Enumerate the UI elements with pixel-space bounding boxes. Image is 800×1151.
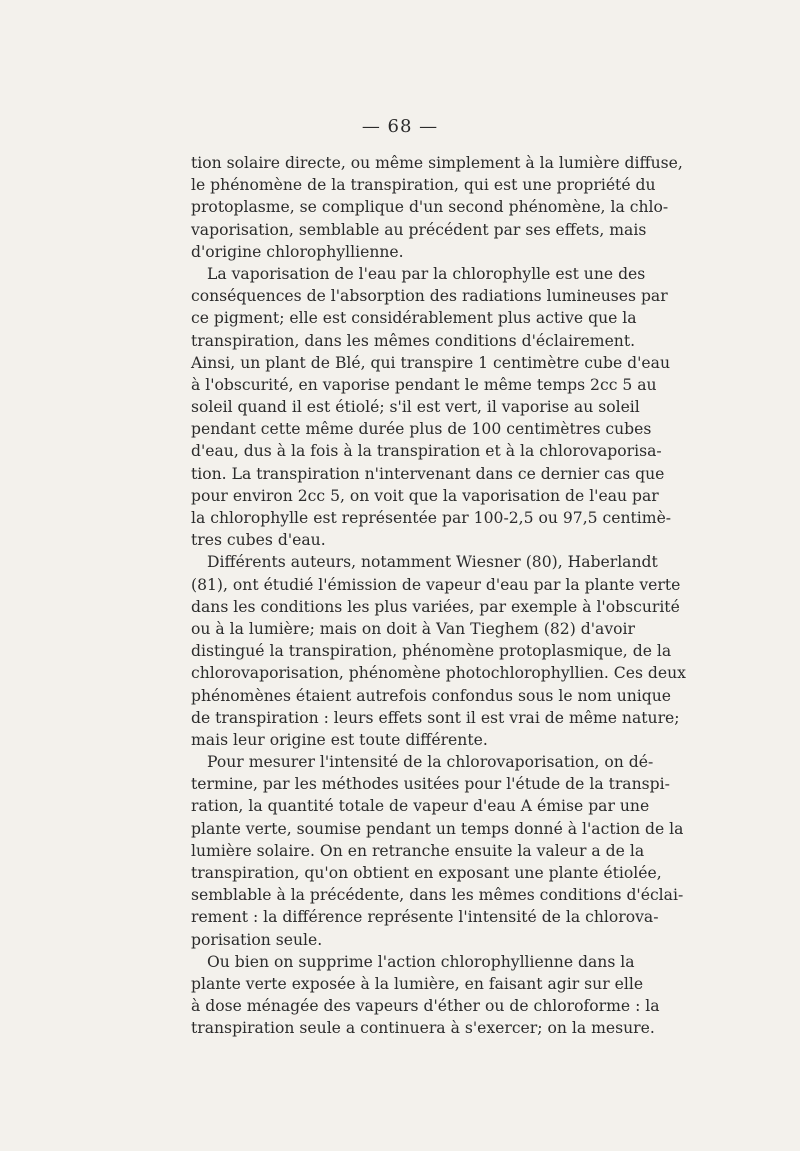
text-line: ce pigment; elle est considérablement plus active que la bbox=[191, 309, 637, 328]
text-line: transpiration seule a continuera à s'exercer; on la mesure. bbox=[191, 1019, 655, 1038]
text-line: (81), ont étudié l'émission de vapeur d'eau par la plante verte bbox=[191, 575, 681, 594]
text-line: plante verte, soumise pendant un temps donné à l'action de la bbox=[191, 819, 684, 838]
text-line: conséquences de l'absorption des radiations lumineuses par bbox=[191, 287, 668, 306]
paragraph bbox=[191, 551, 686, 751]
text-line: pendant cette même durée plus de 100 centimètres cubes bbox=[191, 420, 652, 439]
text-line: la chlorophylle est représentée par 100-2,5 ou 97,5 centimè- bbox=[191, 509, 672, 527]
text-line: La vaporisation de l'eau par la chlorophylle est une des bbox=[207, 264, 646, 283]
text-line: le phénomène de la transpiration, qui est une propriété du bbox=[191, 176, 656, 195]
text-line: à dose ménagée des vapeurs d'éther ou de chloroforme : la bbox=[191, 997, 660, 1016]
body-text bbox=[191, 152, 686, 1040]
text-line: transpiration, qu'on obtient en exposant une plante étiolée, bbox=[191, 864, 662, 882]
text-line: termine, par les méthodes usitées pour l'étude de la transpi- bbox=[191, 775, 670, 794]
paragraph bbox=[191, 951, 660, 1040]
text-line: vaporisation, semblable au précédent par ses effets, mais bbox=[191, 220, 647, 239]
paragraph bbox=[191, 152, 683, 263]
text-line: de transpiration : leurs effets sont il est vrai de même nature; bbox=[191, 708, 680, 727]
text-line: lumière solaire. On en retranche ensuite la valeur a de la bbox=[191, 841, 645, 860]
text-line: plante verte exposée à la lumière, en faisant agir sur elle bbox=[191, 974, 644, 993]
text-line: pour environ 2cc 5, on voit que la vaporisation de l'eau par bbox=[191, 486, 659, 505]
text-line: dans les conditions les plus variées, par exemple à l'obscurité bbox=[191, 597, 680, 616]
text-line: tion solaire directe, ou même simplement à la lumière diffuse, bbox=[191, 154, 683, 172]
text-line: d'origine chlorophyllienne. bbox=[191, 242, 404, 261]
text-line: Ainsi, un plant de Blé, qui transpire 1 centimètre cube d'eau bbox=[191, 353, 671, 372]
text-line: soleil quand il est étiolé; s'il est vert, il vaporise au soleil bbox=[191, 398, 640, 417]
paragraph bbox=[191, 751, 684, 951]
text-line: tres cubes d'eau. bbox=[191, 531, 326, 550]
text-line: mais leur origine est toute différente. bbox=[191, 730, 488, 749]
text-line: tion. La transpiration n'intervenant dans ce dernier cas que bbox=[191, 464, 665, 483]
text-line: semblable à la précédente, dans les mêmes conditions d'éclai- bbox=[191, 886, 684, 905]
text-line: d'eau, dus à la fois à la transpiration et à la chlorovaporisa- bbox=[191, 442, 662, 461]
text-line: ration, la quantité totale de vapeur d'eau A émise par une bbox=[191, 797, 650, 816]
text-line: phénomènes étaient autrefois confondus sous le nom unique bbox=[191, 686, 672, 705]
text-line: Ou bien on supprime l'action chlorophyllienne dans la bbox=[207, 952, 635, 971]
text-line: chlorovaporisation, phénomène photochlorophyllien. Ces deux bbox=[191, 664, 686, 683]
text-line: à l'obscurité, en vaporise pendant le même temps 2cc 5 au bbox=[191, 375, 657, 394]
text-line: ou à la lumière; mais on doit à Van Tieghem (82) d'avoir bbox=[191, 619, 635, 638]
paragraph bbox=[191, 263, 672, 551]
text-line: Pour mesurer l'intensité de la chlorovaporisation, on dé- bbox=[207, 753, 654, 772]
text-line: porisation seule. bbox=[191, 930, 323, 949]
text-line: transpiration, dans les mêmes conditions d'éclairement. bbox=[191, 331, 636, 350]
page-number: — 68 — bbox=[361, 116, 439, 137]
text-line: protoplasme, se complique d'un second phénomène, la chlo- bbox=[191, 198, 669, 217]
text-line: Différents auteurs, notamment Wiesner (80), Haberlandt bbox=[207, 553, 658, 572]
text-line: rement : la différence représente l'intensité de la chlorova- bbox=[191, 908, 659, 927]
text-line: distingué la transpiration, phénomène protoplasmique, de la bbox=[191, 642, 672, 661]
